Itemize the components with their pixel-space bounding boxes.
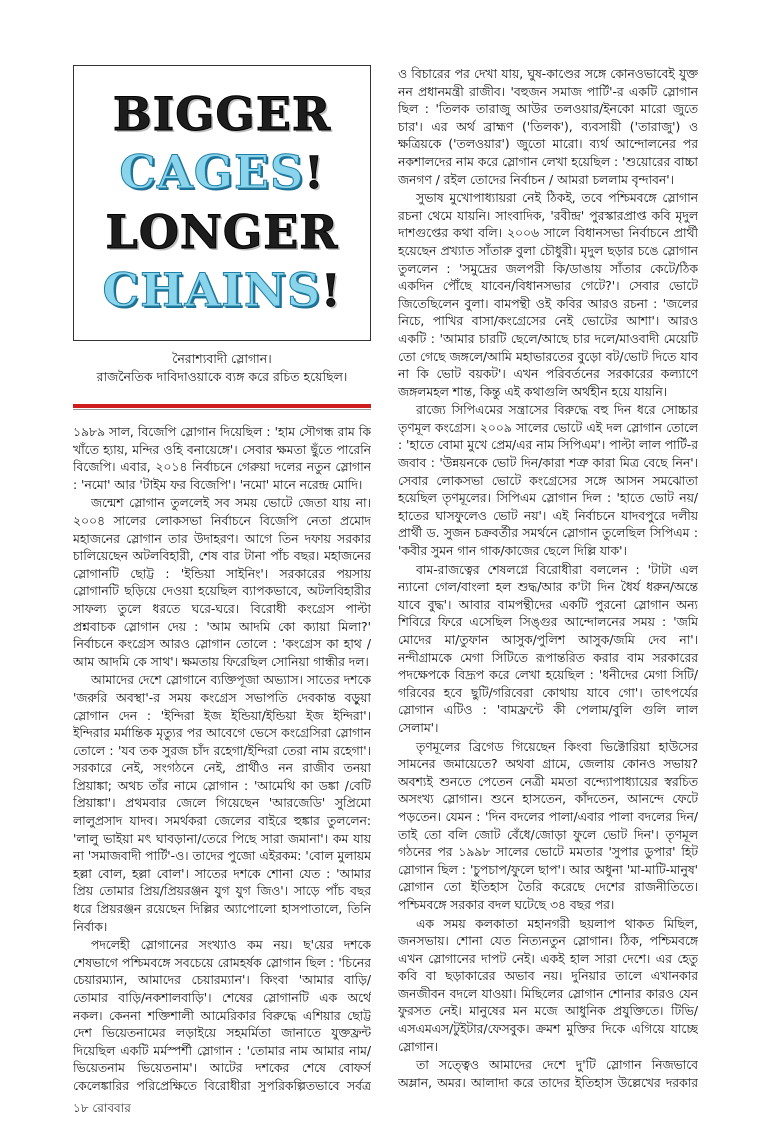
poster-word-longer: LONGER bbox=[105, 205, 339, 259]
poster-bang: ! bbox=[321, 266, 342, 317]
paragraph: ১৯৮৯ সাল, বিজেপি স্লোগান দিয়েছিল : 'হাম সৌগন্ধ রাম কি খাঁতে হ্যায়, মন্দির ওহি বনায়েঙ্গে'। সেবার ক্ষমতা ছুঁতে পারেনি বিজেপি। এবার, ২০১৪ নির্বাচনে গেরুয়া দলের নতুন স্লোগান : 'নমো' আর 'টাইম ফর বিজেপি'। 'নমো' মানে নরেন্দ্র মোদি। bbox=[73, 425, 371, 492]
poster-row-cages bbox=[119, 143, 324, 203]
paragraph: তৃণমূলের ব্রিগেড গিয়েছেন কিংবা ভিক্টোরিয়া হাউসের সামনের জমায়েতে? অথবা গ্রামে, জেলায় কোনও সভায়? অবশ্যই শুনতে পেতেন নেত্রী মমতা বন্দ্যোপাধ্যায়ের স্বরচিত অসংখ্য স্লোগান। শুনে হাসতেন, কাঁদতেন, আনন্দে ফেটে পড়তেন। যেমন : 'দিন বদলের পালা/এবার পালা বদলের দিন/তাই তো বলি জোট বেঁধে/জোড়া ফুলে ভোট দিন'। তৃণমূল গঠনের পর ১৯৯৮ সালের ভোটে মমতার 'সুপার ডুপার' হিট স্লোগান ছিল : 'চুপচাপ/ফুলে ছাপ'। আর অধুনা 'মা-মাটি-মানুষ' স্লোগান তো ইতিহাস তৈরি করেছে দেশের রাজনীতিতে। পশ্চিমবঙ্গে সরকার বদল ঘটেছে ৩৪ বছর পর। bbox=[398, 739, 698, 912]
right-column bbox=[398, 66, 698, 1092]
poster-word-cages: CAGES bbox=[119, 145, 305, 199]
poster-bang: ! bbox=[304, 148, 325, 199]
caption-line: নৈরাশ্যবাদী স্লোগান। bbox=[172, 351, 272, 366]
paragraph: এক সময় কলকাতা মহানগরী ছয়লাপ থাকত মিছিল, জনসভায়। শোনা যেত নিত্যনতুন স্লোগান। ঠিক, পশ্চিমবঙ্গে এখন স্লোগানের দাপট নেই। একই হাল সারা দেশে। এর হেতু কবি বা ছড়াকারের অভাব নয়। দুনিয়ার তালে এখানকার জনজীবন বদলে যাওয়া। মিছিলের স্লোগান শোনার কারও যেন ফুরসত নেই। মানুষের মন মজে আধুনিক প্রযুক্তিতে। টিভি/এসএমএস/টুইটার/ফেসবুক। ক্রমশ মুক্তির দিকে এগিয়ে যাচ্ছে স্লোগান। bbox=[398, 916, 698, 1054]
poster-word-bigger: BIGGER bbox=[112, 87, 332, 141]
poster-word-chains: CHAINS bbox=[102, 263, 322, 317]
paragraph: আমাদের দেশে স্লোগানে ব্যক্তিপূজা অভ্যাস। সাতের দশকে 'জরুরি অবস্থা'-র সময় কংগ্রেস সভাপতি দেবকান্ত বড়ুয়া স্লোগান দেন : 'ইন্দিরা ইজ ইন্ডিয়া/ইন্ডিয়া ইজ ইন্দিরা'। ইন্দিরার মর্মান্তিক মৃত্যুর পর আবেগে ভেসে কংগ্রেসিরা স্লোগান তোলে : 'যব তক সুরজ চাঁদ রহেগা/ইন্দিরা তেরা নাম রহেগা'। সরকারে নেই, সংগঠনে নেই, প্রার্থীও নন রাজীব তনয়া প্রিয়াঙ্কা; অথচ তাঁর নামে স্লোগান : 'আমেথি কা ডঙ্কা /বেটি প্রিয়াঙ্কা'। প্রথমবার জেলে গিয়েছেন 'আরজেডি' সুপ্রিমো লালুপ্রসাদ যাদব। সমর্থকরা জেলের বাইরে হুঙ্কার তুললেন: 'লালু ভাইয়া মৎ ঘাবড়ানা/তেরে পিছে সারা জমানা'। কম যায় না 'সমাজবাদী পার্টি'-ও। তাদের পুজো এইরকম: 'বোল মুলায়ম হল্লা বোল, হল্লা বোল'। সাতের দশকে শোনা যেত : 'আমার প্রিয় তোমার প্রিয়/প্রিয়রঞ্জন যুগ যুগ জিও'। সাড়ে পাঁচ বছর ধরে প্রিয়রঞ্জন রয়েছেন দিল্লির অ্যাপোলো হাসপাতালে, তিনি নির্বাক। bbox=[73, 673, 371, 934]
image-caption bbox=[73, 350, 371, 386]
paragraph: পদলেহী স্লোগানের সংখ্যাও কম নয়। ছ'য়ের দশকে শেষভাগে পশ্চিমবঙ্গে সবচেয়ে রোমহর্ষক স্লোগান ছিল : 'চিনের চেয়ারম্যান, আমাদের চেয়ারম্যান'। কিংবা 'আমার বাড়ি/তোমার বাড়ি/নকশালবাড়ি'। শেষের স্লোগানটি এক অর্থে নকল। কেননা শক্তিশালী আমেরিকার বিরুদ্ধে এশিয়ার ছোট্ট দেশ ভিয়েতনামের লড়াইয়ে সহমর্মিতা জানাতে যুক্তফ্রন্ট দিয়েছিল একটি মর্মস্পর্শী স্লোগান : 'তোমার নাম আমার নাম/ভিয়েতনাম ভিয়েতনাম'। আটের দশকের শেষে বোফর্স কেলেঙ্কারির পরিপ্রেক্ষিতে বিরোধীরা সুপরিকল্পিতভাবে সর্বত্র bbox=[73, 938, 371, 1092]
paragraph: তা সত্ত্বেও আমাদের দেশে দু'টি স্লোগান নিজভাবে অম্লান, অমর। আলাদা করে তাদের ইতিহাস উল্লেখের দরকার bbox=[398, 1058, 698, 1090]
caption-line: রাজনৈতিক দাবিদাওয়াকে ব্যঙ্গ করে রচিত হয়েছিল। bbox=[96, 369, 348, 384]
left-column bbox=[73, 424, 371, 1092]
red-divider bbox=[73, 404, 371, 408]
paragraph: বাম-রাজত্বের শেষলগ্নে বিরোধীরা বললেন : 'টাটা এল ন্যানো গেল/বাংলা হল শুদ্ধ/আর ক'টা দিন ধৈর্য ধরুন/অন্তে যাবে বুদ্ধ'। আবার বামপন্থীদের একটি পুরনো স্লোগান অন্য শিবিরে ফিরে এসেছিল সিঙ্গুর আন্দোলনের সময় : 'জমি মোদের মা/তুফান আসুক/পুলিশ আসুক/জমি দেব না'। নন্দীগ্রামকে মেগা সিটিতে রূপান্তরিত করার বাম সরকারের পদক্ষেপকে বিদ্রূপ করে লেখা হয়েছিল : 'ধনীদের মেগা সিটি/গরিবের হবে ছুটি/গরিবেরা কোথায় যাবে গো'। তাৎপর্যের স্লোগান এটিও : 'বামফ্রন্টে কী পেলাম/বুলি গুলি লাল সেলাম'। bbox=[398, 562, 698, 735]
paragraph: জন্মেশ স্লোগান তুললেই সব সময় ভোটে জেতা যায় না। ২০০৪ সালের লোকসভা নির্বাচনে বিজেপি নেতা প্রমোদ মহাজনের স্লোগান তার উদাহরণ। আগে তিন দফায় সরকার চালিয়েছেন অটলবিহারী, শেষ বার টানা পাঁচ বছর। মহাজনের স্লোগানটি ছোট্ট : 'ইন্ডিয়া সাইনিং'। সরকারের পয়সায় স্লোগানটি ছড়িয়ে দেওয়া হয়েছিল ব্যাপকভাবে, অটলবিহারীর সাফল্য তুলে ধরতে ঘরে-ঘরে। বিরোধী কংগ্রেস পাল্টা প্রশ্নবাচক স্লোগান দেয় : 'আম আদমি কো ক্যায়া মিলা?' নির্বাচনে কংগ্রেস আরও স্লোগান তোলে : 'কংগ্রেস কা হাথ / আম আদমি কে সাথ'। ক্ষমতায় ফিরেছিল সোনিয়া গান্ধীর দল। bbox=[73, 496, 371, 669]
paragraph: সুভাষ মুখোপাধ্যায়রা নেই ঠিকই, তবে পশ্চিমবঙ্গে স্লোগান রচনা থেমে যায়নি। সাংবাদিক, 'রবীন্দ্র' পুরস্কারপ্রাপ্ত কবি মৃদুল দাশগুপ্তের কথা বলি। ২০০৬ সালে বিধানসভা নির্বাচনে প্রার্থী হয়েছেন প্রখ্যাত সাঁতারু বুলা চৌধুরী। মৃদুল ছড়ার চঙে স্লোগান তুললেন : 'সমুদ্রের জলপরী কি/ডাঙায় সাঁতার কেটে/ঠিক একদিন পৌঁছে যাবেন/বিধানসভার গেটে?'। সেবার ভোটে জিতেছিলেন বুলা। বামপন্থী ওই কবির আরও রচনা : 'জলের নিচে, পাখির বাসা/কংগ্রেসের নেই ভোটের আশা'। আরও একটি : 'আমার চারটি ছেলে/আছে চার দলে/মাওবাদী মেয়েটি তো গেছে জঙ্গলে/আমি মহাভারতের বুড়ো বট/ভোট দিতে যাব না কি ভোট বয়কট'। এখন পরিবর্তনের সরকারের কল্যাণে জঙ্গলমহল শান্ত, কিন্তু এই কথাগুলি অর্থহীন হয়ে যায়নি। bbox=[398, 191, 698, 399]
paragraph: রাজ্যে সিপিএমের সন্ত্রাসের বিরুদ্ধে বহু দিন ধরে সোচ্চার তৃণমূল কংগ্রেস। ২০০৯ সালের ভোটে এই দল স্লোগান তোলে : 'হাতে বোমা মুখে প্রেম/এর নাম সিপিএম'। পাল্টা লাল পার্টি-র জবাব : 'উন্নয়নকে ভোট দিন/কারা শত্রু কারা মিত্র বেছে নিন'। সেবার লোকসভা ভোটে কংগ্রেসের সঙ্গে আসন সমঝোতা হয়েছিল তৃণমূলের। সিপিএম স্লোগান দিল : 'হাতে ভোট নয়/হাতের ঘাসফুলেও ভোট নয়'। এই নির্বাচনে যাদবপুরে দলীয় প্রার্থী ড. সুজন চক্রবর্তীর সমর্থনে স্লোগান তুলেছিল সিপিএম : 'কবীর সুমন গান গাক/কাজের ছেলে দিল্লি যাক'। bbox=[398, 403, 698, 559]
gray-divider bbox=[73, 409, 371, 410]
page-footer bbox=[73, 1100, 131, 1120]
slogan-poster-image bbox=[73, 65, 371, 341]
poster-row-chains bbox=[103, 261, 342, 321]
page-number: ১৮ bbox=[73, 1101, 89, 1115]
paragraph: ও বিচারের পর দেখা যায়, ঘুষ-কাণ্ডের সঙ্গে কোনওভাবেই যুক্ত নন প্রধানমন্ত্রী রাজীব। 'বহুজন সমাজ পার্টি'-র একটি স্লোগান ছিল : 'তিলক তারাজু আউর তলওয়ার/ইনকো মারো জুতে চার'। এর অর্থ ব্রাহ্মণ ('তিলক'), ব্যবসায়ী ('তারাজু') ও ক্ষত্রিয়কে ('তলওয়ার') জুতো মারো। ব্যর্থ আন্দোলনের পর নকশালদের নাম করে স্লোগান লেখা হয়েছিল : 'শুয়োরের বাচ্চা জনগণ / রইল তোদের নির্বাচন / আমরা চললাম বৃন্দাবন'। bbox=[398, 67, 698, 187]
section-name: রোববার bbox=[92, 1101, 131, 1115]
